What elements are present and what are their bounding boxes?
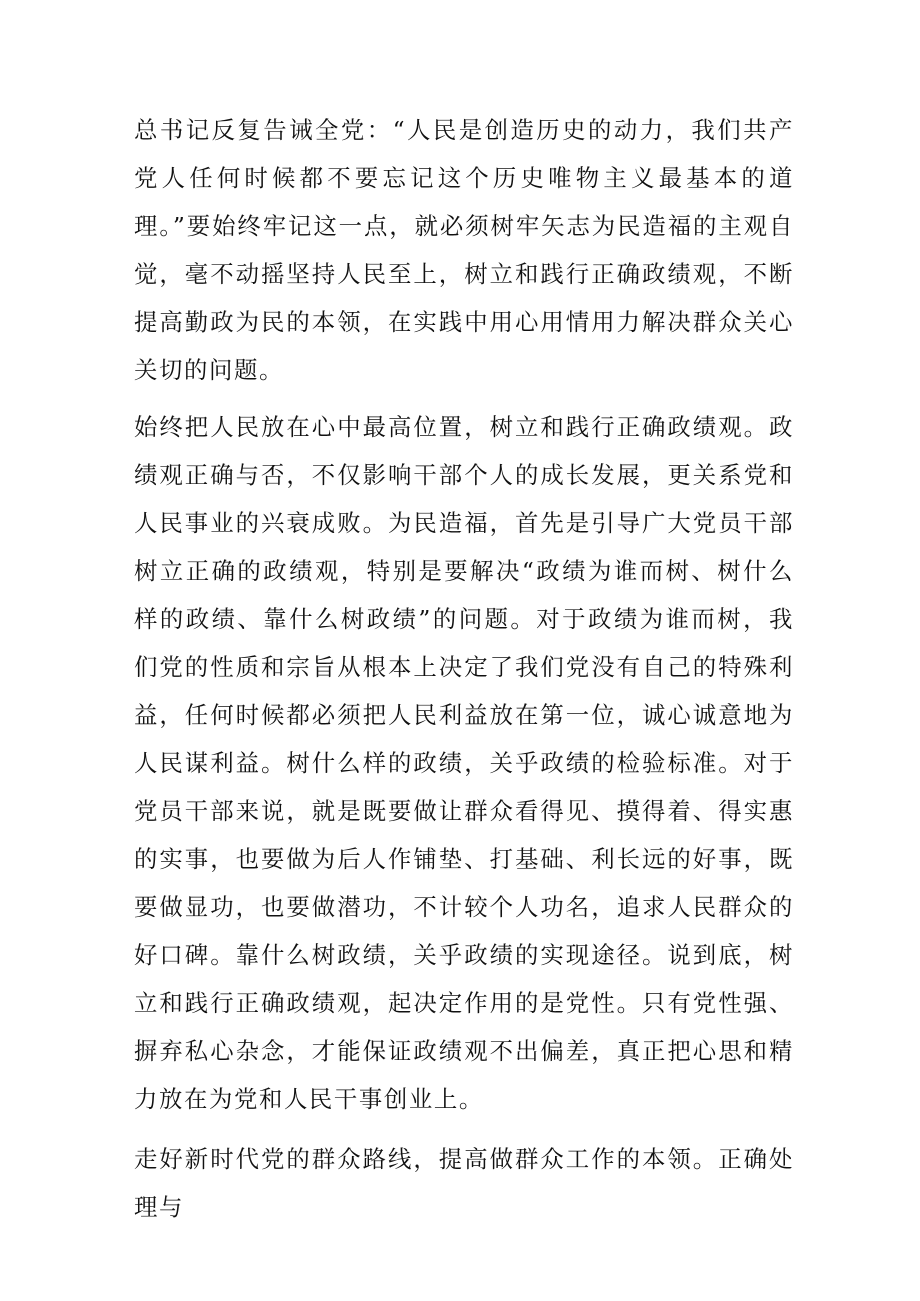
paragraph-1: 总书记反复告诫全党：“人民是创造历史的动力，我们共产党人任何时候都不要忘记这个历史唯物主义最基本的道理。”要始终牢记这一点，就必须树牢矢志为民造福的主观自觉，毫不动摇坚持人民至上，树立和践行正确政绩观，不断提高勤政为民的本领，在实践中用心用情用力解决群众关心关切的问题。: [134, 116, 794, 384]
paragraph-3: 走好新时代党的群众路线，提高做群众工作的本领。正确处理与: [134, 1145, 794, 1221]
paragraph-2: 始终把人民放在心中最高位置，树立和践行正确政绩观。政绩观正确与否，不仅影响干部个人的成长发展，更关系党和人民事业的兴衰成败。为民造福，首先是引导广大党员干部树立正确的政绩观，特别是要解决“政绩为谁而树、树什么样的政绩、靠什么树政绩”的问题。对于政绩为谁而树，我们党的性质和宗旨从根本上决定了我们党没有自己的特殊利益，任何时候都必须把人民利益放在第一位，诚心诚意地为人民谋利益。树什么样的政绩，关乎政绩的检验标准。对于党员干部来说，就是既要做让群众看得见、摸得着、得实惠的实事，也要做为后人作铺垫、打基础、利长远的好事，既要做显功，也要做潜功，不计较个人功名，追求人民群众的好口碑。靠什么树政绩，关乎政绩的实现途径。说到底，树立和践行正确政绩观，起决定作用的是党性。只有党性强、摒弃私心杂念，才能保证政绩观不出偏差，真正把心思和精力放在为党和人民干事创业上。: [134, 413, 794, 1113]
